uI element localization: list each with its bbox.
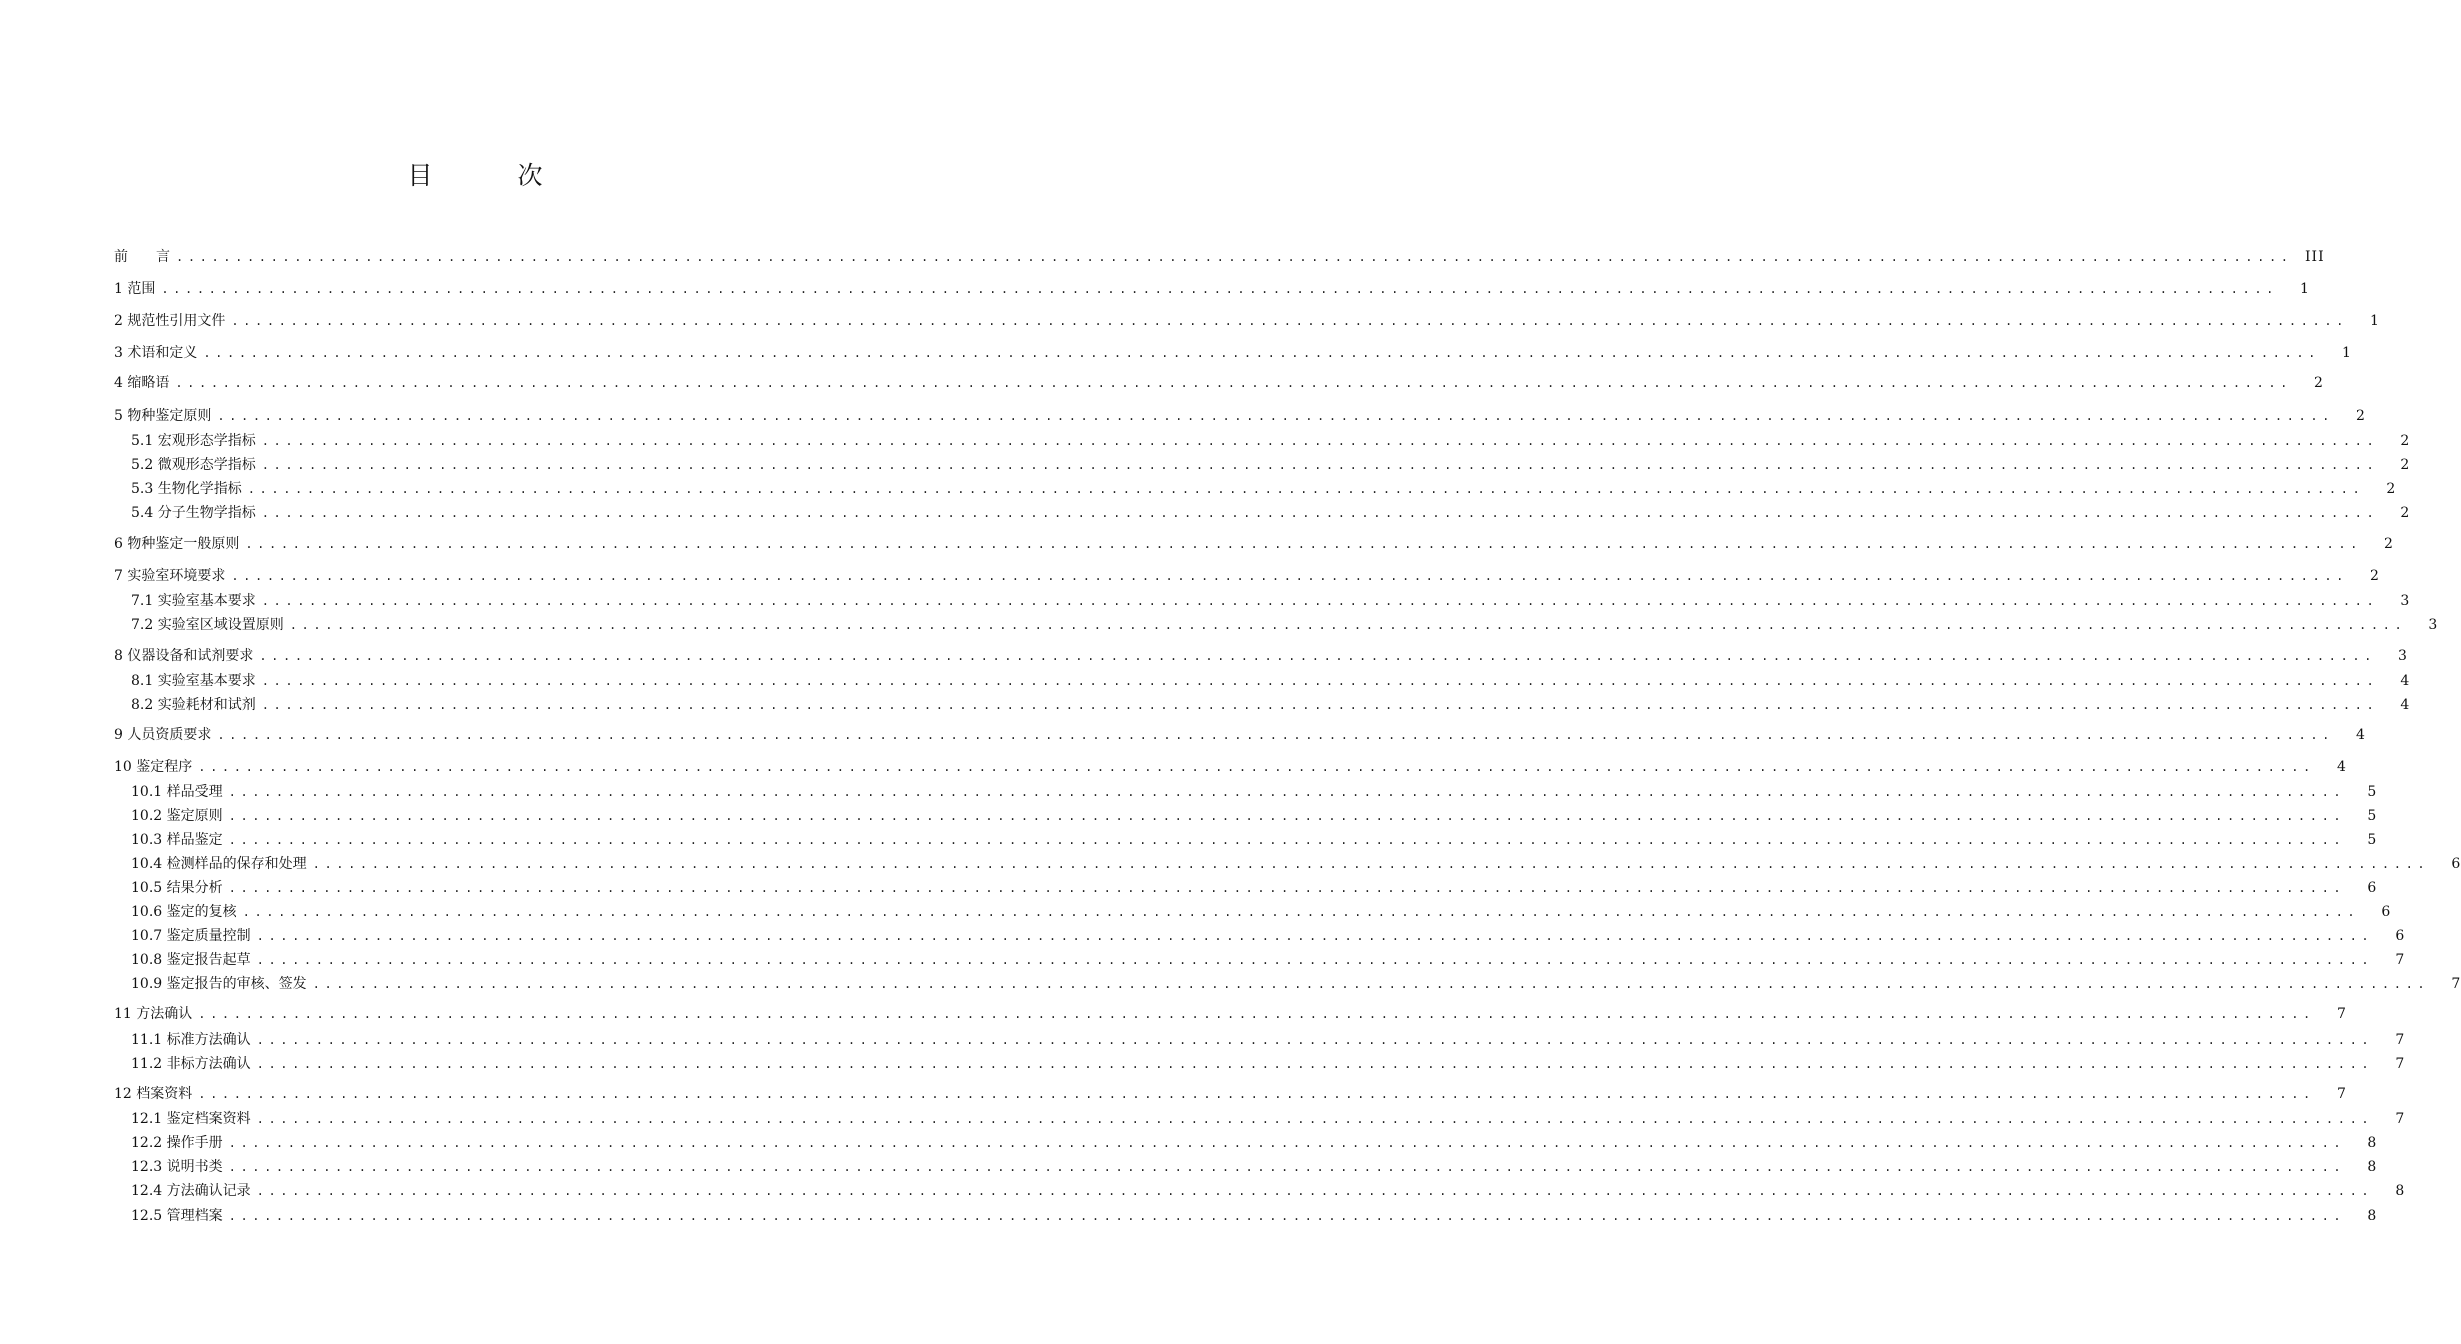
toc-entry-page: 1 bbox=[2370, 313, 2380, 329]
toc-leader-dots: ................................................................................................................................................................................... bbox=[217, 728, 2334, 742]
toc-entry[interactable] bbox=[0, 342, 2352, 364]
toc-leader-dots: ................................................................................................................................................................................... bbox=[289, 618, 2407, 632]
toc-entry-page: 7 bbox=[2395, 1056, 2406, 1072]
toc-entry[interactable] bbox=[0, 1205, 2378, 1227]
toc-entry-label: 1 范围 bbox=[114, 281, 156, 297]
toc-entry-page: 2 bbox=[2314, 375, 2324, 391]
toc-leader-dots: ................................................................................................................................................................................... bbox=[176, 250, 2293, 264]
toc-entry-label: 10.1 样品受理 bbox=[131, 784, 223, 800]
toc-leader-dots: ................................................................................................................................................................................... bbox=[312, 977, 2430, 991]
toc-leader-dots: ................................................................................................................................................................................... bbox=[259, 649, 2376, 663]
toc-entry-page: 2 bbox=[2400, 433, 2411, 449]
toc-entry-page: 2 bbox=[2370, 568, 2380, 584]
toc-entry[interactable] bbox=[0, 1003, 2347, 1025]
toc-entry-page: 7 bbox=[2336, 1006, 2347, 1022]
toc-entry-page: 4 bbox=[2400, 697, 2411, 713]
toc-entry[interactable] bbox=[0, 1108, 2406, 1130]
page-title: 目 次 bbox=[407, 161, 573, 190]
toc-entry-label: 10.6 鉴定的复核 bbox=[131, 904, 237, 920]
toc-leader-dots: ................................................................................................................................................................................... bbox=[261, 434, 2379, 448]
toc-leader-dots: ................................................................................................................................................................................... bbox=[161, 282, 2278, 296]
toc-entry-label: 5.1 宏观形态学指标 bbox=[131, 433, 256, 449]
toc-entry[interactable] bbox=[0, 502, 2411, 524]
toc-entry-page: 5 bbox=[2367, 808, 2378, 824]
toc-leader-dots: ................................................................................................................................................................................... bbox=[198, 1007, 2315, 1021]
toc-leader-dots: ................................................................................................................................................................................... bbox=[256, 1184, 2374, 1198]
toc-leader-dots: ................................................................................................................................................................................... bbox=[261, 506, 2379, 520]
toc-leader-dots: ................................................................................................................................................................................... bbox=[312, 857, 2430, 871]
toc-entry-label: 7 实验室环境要求 bbox=[114, 568, 226, 584]
toc-entry-label: 8.2 实验耗材和试剂 bbox=[131, 697, 256, 713]
toc-entry-page: 1 bbox=[2300, 281, 2310, 297]
toc-entry[interactable] bbox=[0, 614, 2439, 636]
toc-leader-dots: ................................................................................................................................................................................... bbox=[198, 1087, 2315, 1101]
toc-leader-dots: ................................................................................................................................................................................... bbox=[247, 482, 2365, 496]
toc-entry-page: 2 bbox=[2400, 505, 2411, 521]
toc-leader-dots: ................................................................................................................................................................................... bbox=[245, 537, 2362, 551]
toc-leader-dots: ................................................................................................................................................................................... bbox=[228, 809, 2346, 823]
toc-leader-dots: ................................................................................................................................................................................... bbox=[217, 409, 2334, 423]
toc-entry-label: 10.9 鉴定报告的审核、签发 bbox=[131, 976, 307, 992]
toc-entry-page: 2 bbox=[2384, 536, 2394, 552]
toc-leader-dots: ................................................................................................................................................................................... bbox=[261, 594, 2379, 608]
toc-leader-dots: ................................................................................................................................................................................... bbox=[228, 785, 2346, 799]
toc-entry[interactable] bbox=[0, 590, 2411, 612]
toc-entry-page: 2 bbox=[2356, 408, 2366, 424]
toc-entry-page: 8 bbox=[2367, 1208, 2378, 1224]
toc-leader-dots: ................................................................................................................................................................................... bbox=[203, 346, 2320, 360]
toc-entry[interactable] bbox=[0, 645, 2408, 667]
toc-entry-page: 7 bbox=[2395, 1032, 2406, 1048]
toc-entry-label: 10.4 检测样品的保存和处理 bbox=[131, 856, 307, 872]
toc-entry-page: 4 bbox=[2356, 727, 2366, 743]
toc-entry[interactable] bbox=[0, 246, 2325, 268]
toc-entry[interactable] bbox=[0, 478, 2397, 500]
toc-entry-label: 前 言 bbox=[114, 249, 170, 265]
toc-leader-dots: ................................................................................................................................................................................... bbox=[228, 1136, 2346, 1150]
toc-entry-label: 4 缩略语 bbox=[114, 375, 170, 391]
toc-entry-label: 10 鉴定程序 bbox=[114, 759, 193, 775]
toc-entry[interactable] bbox=[0, 1053, 2406, 1075]
toc-entry-label: 11.2 非标方法确认 bbox=[131, 1056, 251, 1072]
toc-entry-label: 9 人员资质要求 bbox=[114, 727, 212, 743]
toc-entry[interactable] bbox=[0, 454, 2411, 476]
toc-leader-dots: ................................................................................................................................................................................... bbox=[231, 314, 2348, 328]
toc-entry-label: 5.3 生物化学指标 bbox=[131, 481, 242, 497]
toc-leader-dots: ................................................................................................................................................................................... bbox=[228, 881, 2346, 895]
toc-entry[interactable] bbox=[0, 1083, 2347, 1105]
toc-entry[interactable] bbox=[0, 973, 2461, 995]
toc-entry-label: 5 物种鉴定原则 bbox=[114, 408, 212, 424]
toc-entry-page: 7 bbox=[2451, 976, 2461, 992]
toc-entry[interactable] bbox=[0, 1029, 2406, 1051]
toc-entry-page: 8 bbox=[2367, 1159, 2378, 1175]
toc-leader-dots: ................................................................................................................................................................................... bbox=[261, 458, 2379, 472]
toc-leader-dots: ................................................................................................................................................................................... bbox=[256, 1057, 2374, 1071]
toc-entry-label: 12.3 说明书类 bbox=[131, 1159, 223, 1175]
toc-entry-page: 7 bbox=[2395, 952, 2406, 968]
toc-entry-page: 4 bbox=[2400, 673, 2411, 689]
toc-entry[interactable] bbox=[0, 1180, 2406, 1202]
toc-entry[interactable] bbox=[0, 853, 2461, 875]
toc-entry-page: 5 bbox=[2367, 832, 2378, 848]
toc-entry-page: 3 bbox=[2428, 617, 2439, 633]
toc-entry-label: 7.2 实验室区域设置原则 bbox=[131, 617, 284, 633]
toc-entry[interactable] bbox=[0, 565, 2380, 587]
toc-leader-dots: ................................................................................................................................................................................... bbox=[228, 833, 2346, 847]
toc-leader-dots: ................................................................................................................................................................................... bbox=[256, 1033, 2374, 1047]
toc-entry[interactable] bbox=[0, 670, 2411, 692]
toc-entry-label: 5.2 微观形态学指标 bbox=[131, 457, 256, 473]
toc-leader-dots: ................................................................................................................................................................................... bbox=[228, 1209, 2346, 1223]
toc-entry-label: 12.1 鉴定档案资料 bbox=[131, 1111, 251, 1127]
toc-entry[interactable] bbox=[0, 694, 2411, 716]
toc-entry-page: 1 bbox=[2342, 345, 2352, 361]
toc-entry-page: 6 bbox=[2451, 856, 2461, 872]
toc-leader-dots: ................................................................................................................................................................................... bbox=[242, 905, 2360, 919]
toc-entry[interactable] bbox=[0, 829, 2378, 851]
toc-entry-label: 12.2 操作手册 bbox=[131, 1135, 223, 1151]
toc-leader-dots: ................................................................................................................................................................................... bbox=[231, 569, 2348, 583]
toc-entry[interactable] bbox=[0, 901, 2392, 923]
toc-entry-label: 7.1 实验室基本要求 bbox=[131, 593, 256, 609]
toc-entry-label: 8 仪器设备和试剂要求 bbox=[114, 648, 254, 664]
toc-entry-page: 6 bbox=[2381, 904, 2392, 920]
toc-entry[interactable] bbox=[0, 533, 2394, 555]
toc-entry-page: 3 bbox=[2400, 593, 2411, 609]
toc-entry-label: 11.1 标准方法确认 bbox=[131, 1032, 251, 1048]
toc-entry-page: 2 bbox=[2386, 481, 2397, 497]
toc-entry-page: 8 bbox=[2395, 1183, 2406, 1199]
toc-entry-label: 3 术语和定义 bbox=[114, 345, 198, 361]
toc-entry[interactable] bbox=[0, 405, 2366, 427]
toc-entry-page: 7 bbox=[2395, 1111, 2406, 1127]
toc-entry-page: 2 bbox=[2400, 457, 2411, 473]
toc-leader-dots: ................................................................................................................................................................................... bbox=[175, 376, 2292, 390]
toc-entry[interactable] bbox=[0, 724, 2366, 746]
toc-entry-page: 6 bbox=[2395, 928, 2406, 944]
toc-entry-label: 10.3 样品鉴定 bbox=[131, 832, 223, 848]
toc-entry-label: 2 规范性引用文件 bbox=[114, 313, 226, 329]
toc-entry-label: 11 方法确认 bbox=[114, 1006, 193, 1022]
toc-entry-page: 4 bbox=[2336, 759, 2347, 775]
toc-entry-label: 10.8 鉴定报告起草 bbox=[131, 952, 251, 968]
toc-entry[interactable] bbox=[0, 781, 2378, 803]
toc-leader-dots: ................................................................................................................................................................................... bbox=[261, 674, 2379, 688]
toc-entry-page: 7 bbox=[2336, 1086, 2347, 1102]
toc-leader-dots: ................................................................................................................................................................................... bbox=[261, 698, 2379, 712]
toc-entry-label: 12.4 方法确认记录 bbox=[131, 1183, 251, 1199]
toc-entry-label: 12.5 管理档案 bbox=[131, 1208, 223, 1224]
toc-entry[interactable] bbox=[0, 1156, 2378, 1178]
toc-entry-page: 3 bbox=[2398, 648, 2408, 664]
toc-leader-dots: ................................................................................................................................................................................... bbox=[256, 929, 2374, 943]
toc-entry-page: 8 bbox=[2367, 1135, 2378, 1151]
toc-leader-dots: ................................................................................................................................................................................... bbox=[198, 760, 2315, 774]
toc-entry-label: 10.7 鉴定质量控制 bbox=[131, 928, 251, 944]
toc-leader-dots: ................................................................................................................................................................................... bbox=[256, 1112, 2374, 1126]
toc-leader-dots: ................................................................................................................................................................................... bbox=[256, 953, 2374, 967]
toc-entry-page: 6 bbox=[2367, 880, 2378, 896]
toc-entry[interactable] bbox=[0, 1132, 2378, 1154]
toc-entry[interactable] bbox=[0, 877, 2378, 899]
toc-entry-label: 12 档案资料 bbox=[114, 1086, 193, 1102]
toc-entry[interactable] bbox=[0, 949, 2406, 971]
toc-entry-page: III bbox=[2305, 249, 2325, 265]
toc-entry[interactable] bbox=[0, 805, 2378, 827]
toc-entry[interactable] bbox=[0, 310, 2380, 332]
toc-entry-label: 10.5 结果分析 bbox=[131, 880, 223, 896]
toc-entry[interactable] bbox=[0, 925, 2406, 947]
toc-entry-label: 10.2 鉴定原则 bbox=[131, 808, 223, 824]
toc-entry-label: 5.4 分子生物学指标 bbox=[131, 505, 256, 521]
toc-leader-dots: ................................................................................................................................................................................... bbox=[228, 1160, 2346, 1174]
toc-entry-label: 6 物种鉴定一般原则 bbox=[114, 536, 240, 552]
toc-entry[interactable] bbox=[0, 278, 2310, 300]
toc-entry[interactable] bbox=[0, 430, 2411, 452]
toc-entry-label: 8.1 实验室基本要求 bbox=[131, 673, 256, 689]
toc-entry-page: 5 bbox=[2367, 784, 2378, 800]
toc-entry[interactable] bbox=[0, 756, 2347, 778]
toc-entry[interactable] bbox=[0, 372, 2324, 394]
